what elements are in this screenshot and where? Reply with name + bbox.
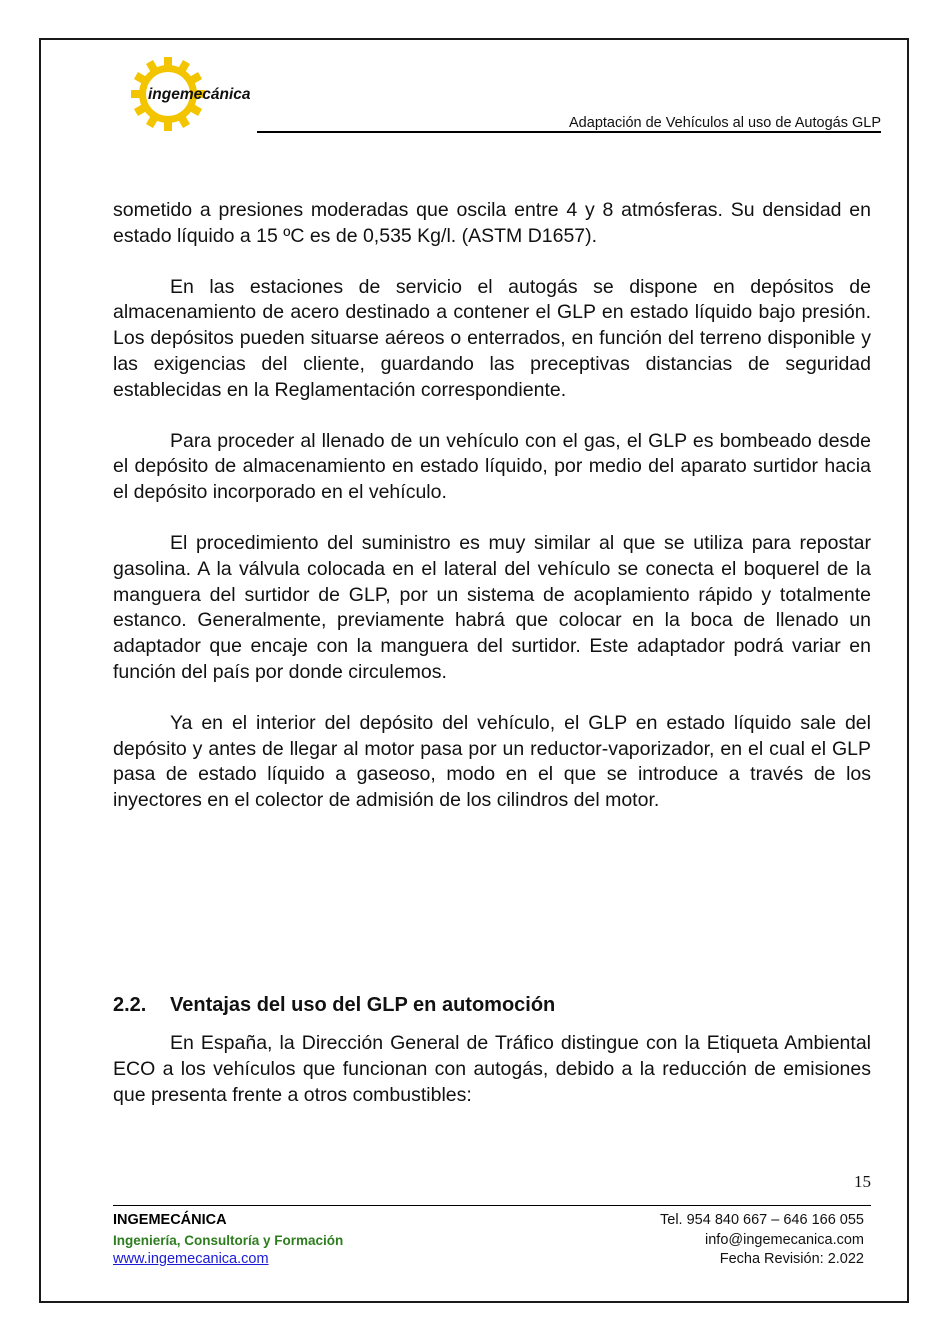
footer-company: INGEMECÁNICA xyxy=(113,1212,227,1228)
document-body xyxy=(113,198,871,839)
body-paragraph: Ya en el interior del depósito del vehículo, el GLP en estado líquido sale del depósito y antes de llegar al motor pasa por un reductor-vaporizador, en el cual el GLP pasa de estado líquido a gaseoso, modo en el que se introduce a través de los inyectores en el colector de admisión de los cilindros del motor. xyxy=(113,711,871,812)
footer-left xyxy=(113,1211,343,1270)
section-2-2 xyxy=(113,994,871,1108)
ingemecanica-logo xyxy=(130,56,260,132)
footer-right xyxy=(660,1211,864,1270)
body-paragraph: El procedimiento del suministro es muy similar al que se utiliza para repostar gasolina. A la válvula colocada en el lateral del vehículo se conecta el boquerel de la manguera del surtidor de GLP, por un sistema de acoplamiento rápido y totalmente estanco. Generalmente, previamente habrá que colocar en la boca de llenado un adaptador que encaje con la manguera del surtidor. Este adaptador podrá variar en función del país por donde circulemos. xyxy=(113,531,871,683)
footer-tagline: Ingeniería, Consultoría y Formación xyxy=(113,1232,344,1248)
logo-text: ingemecánica xyxy=(148,86,251,103)
footer-email: info@ingemecanica.com xyxy=(705,1231,864,1248)
footer-divider xyxy=(113,1205,871,1206)
header-divider xyxy=(257,131,881,133)
body-paragraph: sometido a presiones moderadas que oscila entre 4 y 8 atmósferas. Su densidad en estado líquido a 15 ºC es de 0,535 Kg/l. (ASTM D1657). xyxy=(113,199,871,247)
section-title: Ventajas del uso del GLP en automoción xyxy=(170,994,556,1016)
body-paragraph: En las estaciones de servicio el autogás se dispone en depósitos de almacenamiento de acero destinado a contener el GLP en estado líquido bajo presión. Los depósitos pueden situarse aéreos o enterrados, en función del terreno disponible y las exigencias del cliente, guardando las preceptivas distancias de seguridad establecidas en la Reglamentación correspondiente. xyxy=(113,275,871,401)
section-paragraph: En España, la Dirección General de Tráfico distingue con la Etiqueta Ambiental ECO a los vehículos que funcionan con autogás, debido a la reducción de emisiones que presenta frente a otros combustibles: xyxy=(113,1032,871,1106)
section-number: 2.2. xyxy=(113,994,147,1016)
page-number: 15 xyxy=(854,1172,871,1191)
body-paragraph: Para proceder al llenado de un vehículo con el gas, el GLP es bombeado desde el depósito de almacenamiento en estado líquido, por medio del aparato surtidor hacia el depósito incorporado en el vehículo. xyxy=(113,429,871,504)
section-heading xyxy=(113,994,871,1017)
footer-phone: Tel. 954 840 667 – 646 166 055 xyxy=(660,1212,864,1228)
document-header-title: Adaptación de Vehículos al uso de Autogás GLP xyxy=(569,115,881,131)
footer-revision-date: Fecha Revisión: 2.022 xyxy=(719,1251,864,1267)
footer-website-link[interactable]: www.ingemecanica.com xyxy=(113,1251,269,1267)
